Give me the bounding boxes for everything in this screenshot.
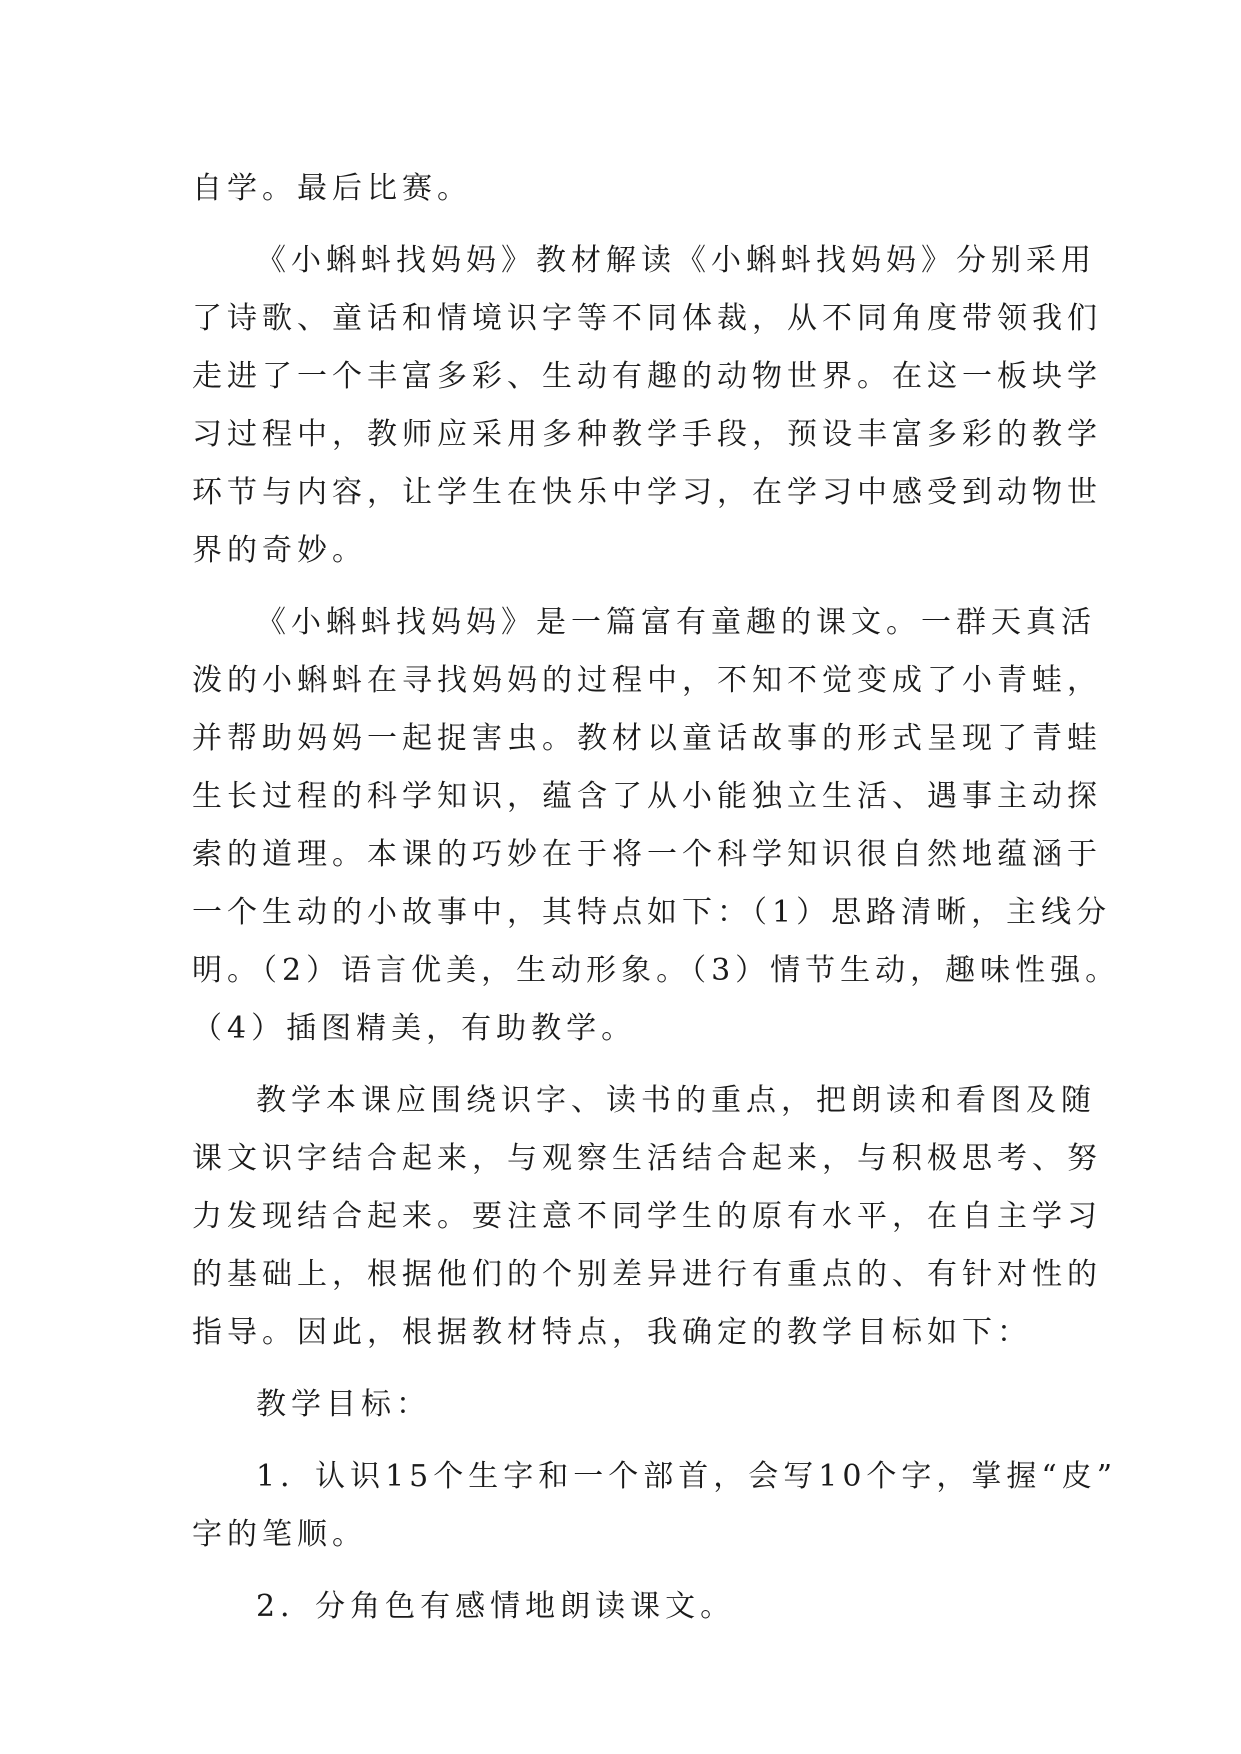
text-line: 字的笔顺。: [192, 1517, 367, 1552]
text-line: 泼的小蝌蚪在寻找妈妈的过程中，不知不觉变成了小青蛙，: [192, 663, 1102, 698]
text-line: 索的道理。本课的巧妙在于将一个科学知识很自然地蕴涵于: [192, 837, 1102, 872]
text-line: 了诗歌、童话和情境识字等不同体裁，从不同角度带领我们: [192, 301, 1102, 336]
text-line: 环节与内容，让学生在快乐中学习，在学习中感受到动物世: [192, 475, 1102, 510]
section-heading: 教学目标：: [256, 1387, 431, 1422]
text-line: 一个生动的小故事中，其特点如下：（1）思路清晰，主线分: [192, 895, 1112, 930]
paragraph-1: [192, 160, 1057, 218]
paragraph-2: [192, 232, 1102, 580]
paragraph-5: [192, 1376, 1057, 1434]
text-line: （4）插图精美，有助教学。: [192, 1011, 637, 1046]
list-item: 2．分角色有感情地朗读课文。: [256, 1589, 736, 1624]
text-line: 教学本课应围绕识字、读书的重点，把朗读和看图及随: [256, 1083, 1096, 1118]
text-line: 并帮助妈妈一起捉害虫。教材以童话故事的形式呈现了青蛙: [192, 721, 1102, 756]
text-line: 习过程中，教师应采用多种教学手段，预设丰富多彩的教学: [192, 417, 1102, 452]
text-line: 力发现结合起来。要注意不同学生的原有水平，在自主学习: [192, 1199, 1102, 1234]
text-line: 《小蝌蚪找妈妈》是一篇富有童趣的课文。一群天真活: [256, 605, 1096, 640]
paragraph-4: [192, 1072, 1102, 1362]
text-line: 的基础上，根据他们的个别差异进行有重点的、有针对性的: [192, 1257, 1102, 1292]
paragraph-7: [192, 1578, 1057, 1636]
text-line: 《小蝌蚪找妈妈》教材解读《小蝌蚪找妈妈》分别采用: [256, 243, 1096, 278]
text-line: 自学。最后比赛。: [192, 171, 472, 206]
paragraph-6: [192, 1448, 1118, 1564]
text-line: 走进了一个丰富多彩、生动有趣的动物世界。在这一板块学: [192, 359, 1102, 394]
text-line: 界的奇妙。: [192, 533, 367, 568]
paragraph-3: [192, 594, 1121, 1058]
text-line: 指导。因此，根据教材特点，我确定的教学目标如下：: [192, 1315, 1032, 1350]
text-line: 生长过程的科学知识，蕴含了从小能独立生活、遇事主动探: [192, 779, 1102, 814]
text-line: 明。（2）语言优美，生动形象。（3）情节生动，趣味性强。: [192, 953, 1121, 988]
list-item: 1．认识15个生字和一个部首，会写10个字，掌握“皮”: [256, 1459, 1118, 1494]
document-body: [192, 160, 1121, 1636]
text-line: 课文识字结合起来，与观察生活结合起来，与积极思考、努: [192, 1141, 1102, 1176]
